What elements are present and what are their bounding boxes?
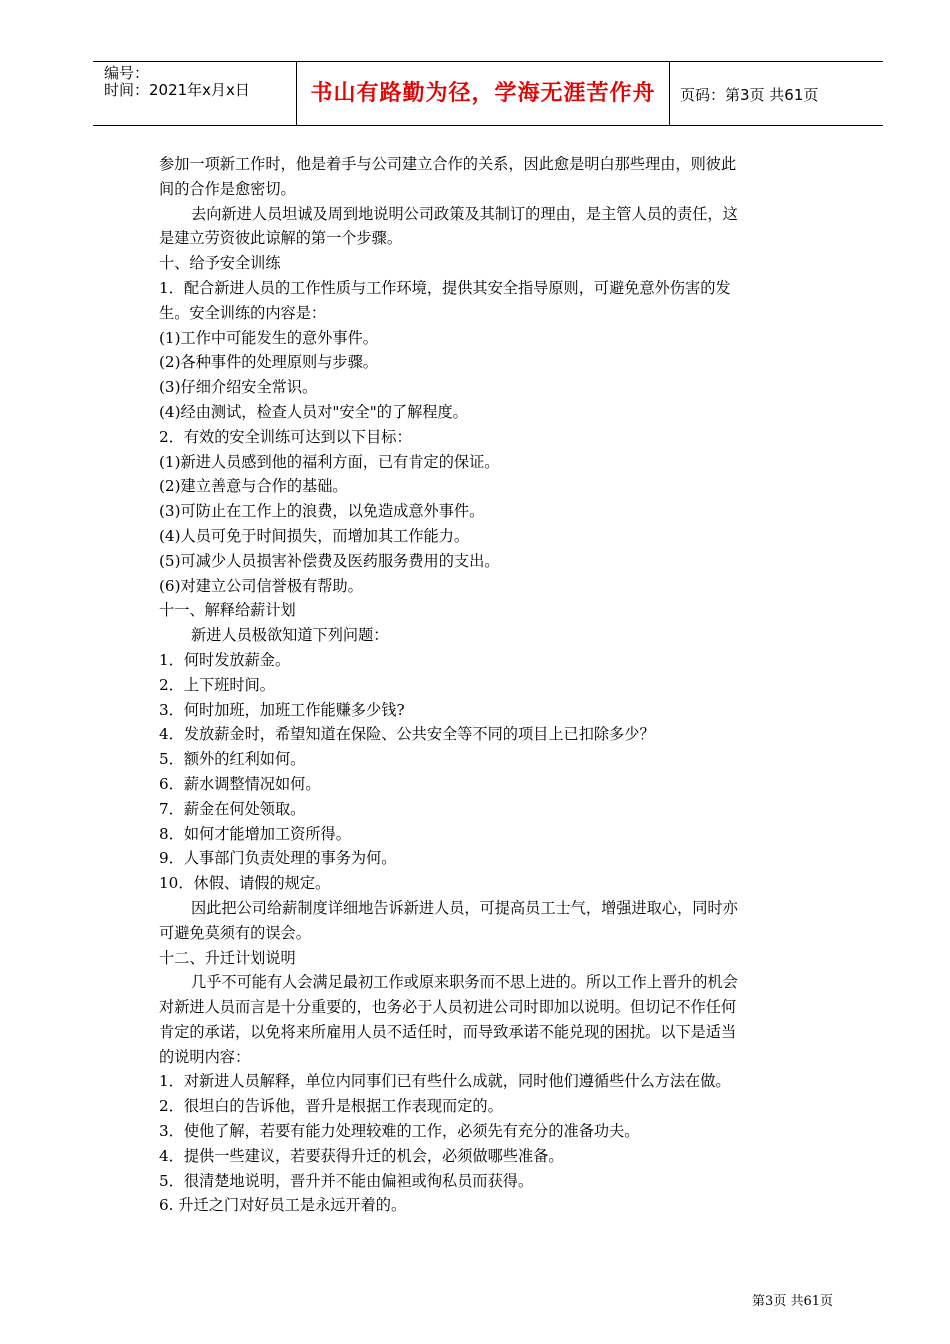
list-item: (4)经由测试，检查人员对"安全"的了解程度。	[159, 402, 468, 421]
text-line: 对新进人员而言是十分重要的，也务必于人员初进公司时即加以说明。但切记不作任何	[159, 998, 737, 1017]
list-item: 8．如何才能增加工资所得。	[159, 824, 351, 843]
text-line: 2．有效的安全训练可达到以下目标：	[159, 427, 412, 446]
list-item: 7．薪金在何处领取。	[159, 799, 306, 818]
list-item: 6. 升迁之门对好员工是永远开着的。	[159, 1196, 407, 1215]
header-page-number: 页码：第3页 共61页	[680, 86, 819, 104]
text-line: 生。安全训练的内容是：	[159, 303, 327, 322]
text-line: 1．配合新进人员的工作性质与工作环境，提供其安全指导原则，可避免意外伤害的发	[159, 278, 731, 297]
list-item: (5)可减少人员损害补偿费及医药服务费用的支出。	[159, 551, 500, 570]
document-body	[159, 152, 834, 1218]
document-number-label: 编号：	[104, 64, 150, 82]
header-motto-cell	[296, 62, 670, 125]
list-item: 4．发放薪金时，希望知道在保险、公共安全等不同的项目上已扣除多少？	[159, 725, 655, 744]
list-item: (1)工作中可能发生的意外事件。	[159, 328, 378, 347]
text-line: 可避免莫须有的误会。	[159, 923, 311, 942]
text-line: 是建立劳资彼此谅解的第一个步骤。	[159, 229, 402, 248]
text-line: 参加一项新工作时，他是着手与公司建立合作的关系，因此愈是明白那些理由，则彼此	[159, 155, 737, 173]
list-item: 3．何时加班，加班工作能赚多少钱?	[159, 700, 405, 719]
list-item: 3．使他了解，若要有能力处理较难的工作，必须先有充分的准备功夫。	[159, 1122, 640, 1141]
list-item: 2．很坦白的告诉他，晋升是根据工作表现而定的。	[159, 1097, 503, 1116]
header-page-cell	[670, 62, 883, 125]
section-heading: 十、给予安全训练	[159, 254, 281, 273]
text-line: 的说明内容：	[159, 1047, 251, 1066]
header-meta-cell	[93, 62, 295, 125]
text-line: 肯定的承诺，以免将来所雇用人员不适任时，而导致承诺不能兑现的困扰。以下是适当	[159, 1022, 737, 1041]
list-item: (1)新进人员感到他的福利方面，已有肯定的保证。	[159, 452, 500, 471]
text-line: 间的合作是愈密切。	[159, 179, 296, 198]
list-item: 5．很清楚地说明，晋升并不能由偏袒或徇私员而获得。	[159, 1171, 534, 1190]
text-line: 因此把公司给薪制度详细地告诉新进人员，可提高员工士气，增强进取心，同时亦	[191, 898, 738, 917]
document-time-label: 时间：2021年x月x日	[104, 81, 250, 99]
list-item: 4．提供一些建议，若要获得升迁的机会，必须做哪些准备。	[159, 1146, 564, 1165]
page-footer: 第3页 共61页	[752, 1294, 833, 1309]
list-item: (3)仔细介绍安全常识。	[159, 378, 318, 397]
section-heading: 十二、升迁计划说明	[159, 948, 296, 967]
list-item: (2)建立善意与合作的基础。	[159, 477, 348, 496]
header-motto: 书山有路勤为径，学海无涯苦作舟	[310, 81, 656, 106]
list-item: 9．人事部门负责处理的事务为何。	[159, 849, 397, 868]
list-item: 1．何时发放薪金。	[159, 650, 291, 669]
list-item: (6)对建立公司信誉极有帮助。	[159, 576, 363, 595]
list-item: 10．休假、请假的规定。	[159, 874, 331, 893]
section-heading: 十一、解释给薪计划	[159, 601, 296, 620]
list-item: 6．薪水调整情况如何。	[159, 774, 321, 793]
text-line: 几乎不可能有人会满足最初工作或原来职务而不思上进的。所以工作上晋升的机会	[191, 973, 738, 992]
list-item: (2)各种事件的处理原则与步骤。	[159, 353, 378, 372]
list-item: 1．对新进人员解释，单位内同事们已有些什么成就，同时他们遵循些什么方法在做。	[159, 1072, 731, 1091]
list-item: (4)人员可免于时间损失，而增加其工作能力。	[159, 526, 470, 545]
text-line: 去向新进人员坦诚及周到地说明公司政策及其制订的理由，是主管人员的责任，这	[191, 204, 738, 223]
list-item: 2．上下班时间。	[159, 675, 275, 694]
list-item: (3)可防止在工作上的浪费，以免造成意外事件。	[159, 502, 485, 521]
text-line: 新进人员极欲知道下列问题：	[191, 626, 389, 645]
list-item: 5．额外的红利如何。	[159, 750, 306, 769]
page-header	[93, 61, 883, 126]
